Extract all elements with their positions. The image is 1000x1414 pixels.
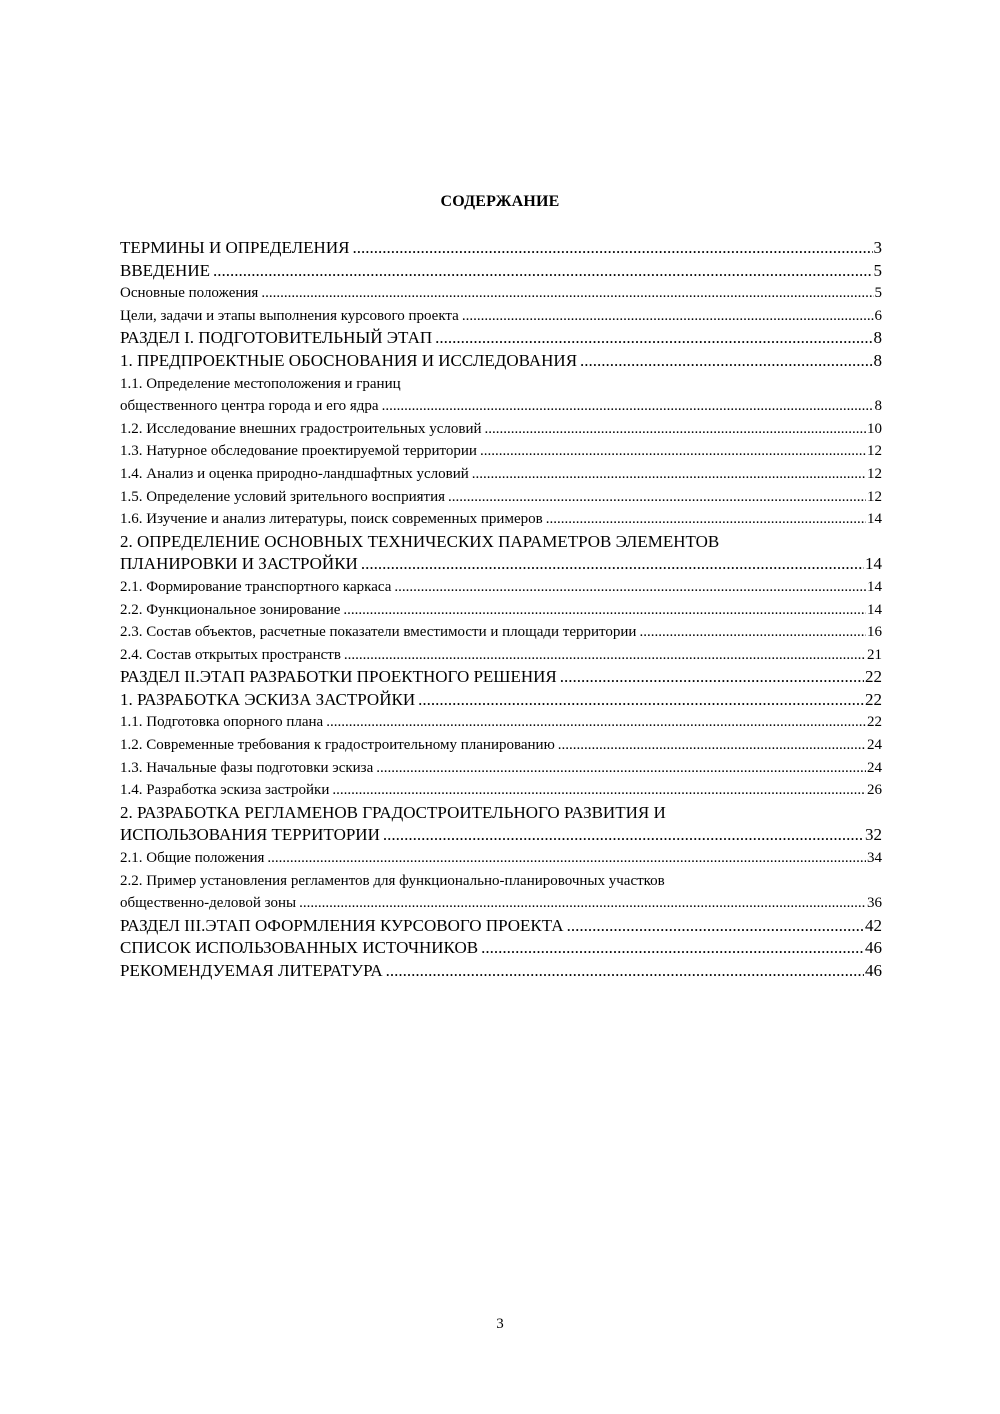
toc-entry[interactable] — [120, 576, 882, 599]
toc-entry[interactable] — [120, 327, 882, 350]
toc-entry-text: 2.3. Состав объектов, расчетные показатели вместимости и площади территории — [120, 624, 637, 641]
toc-leader-dots — [480, 440, 866, 463]
toc-page-number: 14 — [867, 511, 882, 528]
toc-entry-text: РАЗДЕЛ I. ПОДГОТОВИТЕЛЬНЫЙ ЭТАП — [120, 328, 433, 348]
table-of-contents — [120, 237, 882, 983]
toc-page-number: 5 — [873, 260, 882, 280]
toc-leader-dots — [435, 327, 872, 350]
toc-entry[interactable] — [120, 779, 882, 802]
toc-entry-text: 1.6. Изучение и анализ литературы, поиск современных примеров — [120, 511, 543, 528]
toc-leader-dots — [481, 937, 864, 960]
toc-entry-text-line: 1.1. Определение местоположения и границ — [120, 375, 401, 392]
toc-page-number: 12 — [867, 488, 882, 505]
toc-leader-dots — [485, 418, 866, 441]
toc-entry[interactable] — [120, 418, 882, 441]
toc-page-number: 12 — [867, 465, 882, 482]
toc-entry[interactable] — [120, 531, 882, 576]
toc-leader-dots — [299, 892, 866, 915]
toc-leader-dots — [580, 350, 872, 373]
toc-leader-dots — [472, 463, 866, 486]
toc-entry-text: общественно-деловой зоны — [120, 895, 297, 912]
toc-leader-dots — [383, 824, 864, 847]
toc-page-number: 21 — [867, 646, 882, 663]
toc-entry[interactable] — [120, 282, 882, 305]
toc-leader-dots — [418, 689, 864, 712]
toc-entry-text: общественного центра города и его ядра — [120, 398, 379, 415]
toc-leader-dots — [261, 282, 873, 305]
toc-leader-dots — [382, 395, 874, 418]
toc-entry[interactable] — [120, 757, 882, 780]
toc-entry-text: 1.2. Исследование внешних градостроительных условий — [120, 420, 482, 437]
toc-entry[interactable] — [120, 599, 882, 622]
toc-entry-text-line: 2.2. Пример установления регламентов для функционально-планировочных участков — [120, 872, 665, 889]
toc-entry-text: ПЛАНИРОВКИ И ЗАСТРОЙКИ — [120, 554, 358, 574]
toc-entry-text: 1.4. Разработка эскиза застройки — [120, 782, 330, 799]
toc-entry[interactable] — [120, 463, 882, 486]
toc-page-number: 22 — [865, 667, 882, 687]
toc-entry[interactable] — [120, 237, 882, 260]
toc-page-number: 22 — [867, 714, 882, 731]
toc-leader-dots — [386, 960, 864, 983]
toc-entry-text: ВВЕДЕНИЕ — [120, 260, 210, 280]
toc-entry[interactable] — [120, 960, 882, 983]
toc-leader-dots — [213, 260, 873, 283]
toc-page-number: 14 — [865, 554, 882, 574]
toc-entry[interactable] — [120, 847, 882, 870]
toc-entry[interactable] — [120, 802, 882, 847]
toc-entry[interactable] — [120, 644, 882, 667]
toc-leader-dots — [352, 237, 872, 260]
toc-entry[interactable] — [120, 711, 882, 734]
toc-entry-text-line: 2. РАЗРАБОТКА РЕГЛАМЕНОВ ГРАДОСТРОИТЕЛЬНОГО РАЗВИТИЯ И — [120, 802, 666, 822]
toc-page-number: 36 — [867, 895, 882, 912]
toc-entry[interactable] — [120, 870, 882, 915]
toc-entry[interactable] — [120, 689, 882, 712]
toc-entry-text: 2.1. Формирование транспортного каркаса — [120, 578, 392, 595]
toc-leader-dots — [462, 305, 874, 328]
toc-entry-text: 1. ПРЕДПРОЕКТНЫЕ ОБОСНОВАНИЯ И ИССЛЕДОВАНИЯ — [120, 350, 578, 370]
toc-leader-dots — [332, 779, 866, 802]
toc-entry-text-line: 2. ОПРЕДЕЛЕНИЕ ОСНОВНЫХ ТЕХНИЧЕСКИХ ПАРАМЕТРОВ ЭЛЕМЕНТОВ — [120, 531, 720, 551]
toc-leader-dots — [326, 711, 866, 734]
toc-page-number: 16 — [867, 624, 882, 641]
toc-entry-text: 2.4. Состав открытых пространств — [120, 646, 341, 663]
toc-leader-dots — [361, 553, 864, 576]
toc-entry-text: ТЕРМИНЫ И ОПРЕДЕЛЕНИЯ — [120, 238, 350, 257]
toc-entry-text: 1. РАЗРАБОТКА ЭСКИЗА ЗАСТРОЙКИ — [120, 689, 416, 709]
toc-leader-dots — [639, 621, 866, 644]
toc-leader-dots — [448, 486, 866, 509]
toc-entry[interactable] — [120, 260, 882, 283]
toc-page-number: 8 — [873, 328, 882, 348]
toc-page-number: 8 — [874, 398, 882, 415]
toc-entry[interactable] — [120, 734, 882, 757]
toc-leader-dots — [343, 599, 866, 622]
toc-page-number: 14 — [867, 601, 882, 618]
toc-entry-text: СПИСОК ИСПОЛЬЗОВАННЫХ ИСТОЧНИКОВ — [120, 938, 479, 958]
toc-leader-dots — [394, 576, 866, 599]
toc-leader-dots — [567, 915, 864, 938]
toc-page-number: 12 — [867, 443, 882, 460]
toc-entry-text: ИСПОЛЬЗОВАНИЯ ТЕРРИТОРИИ — [120, 825, 380, 845]
toc-page-number: 22 — [865, 689, 882, 709]
toc-page-number: 10 — [867, 420, 882, 437]
toc-entry-text: 2.1. Общие положения — [120, 850, 265, 867]
toc-page-number: 46 — [865, 938, 882, 958]
toc-entry-text: Цели, задачи и этапы выполнения курсового проекта — [120, 307, 459, 324]
toc-page-number: 24 — [867, 759, 882, 776]
toc-entry[interactable] — [120, 373, 882, 418]
toc-page-number: 34 — [867, 850, 882, 867]
toc-entry[interactable] — [120, 621, 882, 644]
toc-leader-dots — [344, 644, 866, 667]
toc-entry-text: 1.4. Анализ и оценка природно-ландшафтных условий — [120, 465, 469, 482]
toc-entry-text: Основные положения — [120, 285, 259, 302]
toc-entry-text: 1.1. Подготовка опорного плана — [120, 714, 324, 731]
toc-leader-dots — [558, 734, 866, 757]
toc-leader-dots — [376, 757, 866, 780]
toc-entry[interactable] — [120, 915, 882, 938]
toc-page-number: 24 — [867, 737, 882, 754]
toc-entry-text: РАЗДЕЛ III.ЭТАП ОФОРМЛЕНИЯ КУРСОВОГО ПРОЕКТА — [120, 915, 564, 935]
toc-page-number: 3 — [873, 238, 882, 257]
toc-leader-dots — [560, 666, 864, 689]
toc-entry-text: 1.2. Современные требования к градостроительному планированию — [120, 737, 555, 754]
toc-entry[interactable] — [120, 305, 882, 328]
toc-page-number: 46 — [865, 961, 882, 980]
toc-entry[interactable] — [120, 508, 882, 531]
page-title: СОДЕРЖАНИЕ — [440, 193, 560, 210]
toc-leader-dots — [546, 508, 866, 531]
toc-entry[interactable] — [120, 666, 882, 689]
toc-page-number: 14 — [867, 578, 882, 595]
toc-entry-text: РАЗДЕЛ II.ЭТАП РАЗРАБОТКИ ПРОЕКТНОГО РЕШЕНИЯ — [120, 667, 557, 687]
toc-entry[interactable] — [120, 937, 882, 960]
toc-entry-text: РЕКОМЕНДУЕМАЯ ЛИТЕРАТУРА — [120, 961, 383, 980]
toc-page-number: 32 — [865, 825, 882, 845]
toc-page-number: 6 — [874, 307, 882, 324]
page-number: 3 — [496, 1316, 504, 1332]
toc-entry[interactable] — [120, 486, 882, 509]
toc-page-number: 42 — [865, 915, 882, 935]
toc-page-number: 5 — [874, 285, 882, 302]
toc-leader-dots — [267, 847, 866, 870]
toc-entry-text: 1.5. Определение условий зрительного восприятия — [120, 488, 445, 505]
toc-entry[interactable] — [120, 440, 882, 463]
toc-entry-text: 1.3. Начальные фазы подготовки эскиза — [120, 759, 374, 776]
toc-entry-text: 2.2. Функциональное зонирование — [120, 601, 341, 618]
toc-page-number: 8 — [873, 350, 882, 370]
toc-page-number: 26 — [867, 782, 882, 799]
toc-entry-text: 1.3. Натурное обследование проектируемой территории — [120, 443, 477, 460]
toc-entry[interactable] — [120, 350, 882, 373]
